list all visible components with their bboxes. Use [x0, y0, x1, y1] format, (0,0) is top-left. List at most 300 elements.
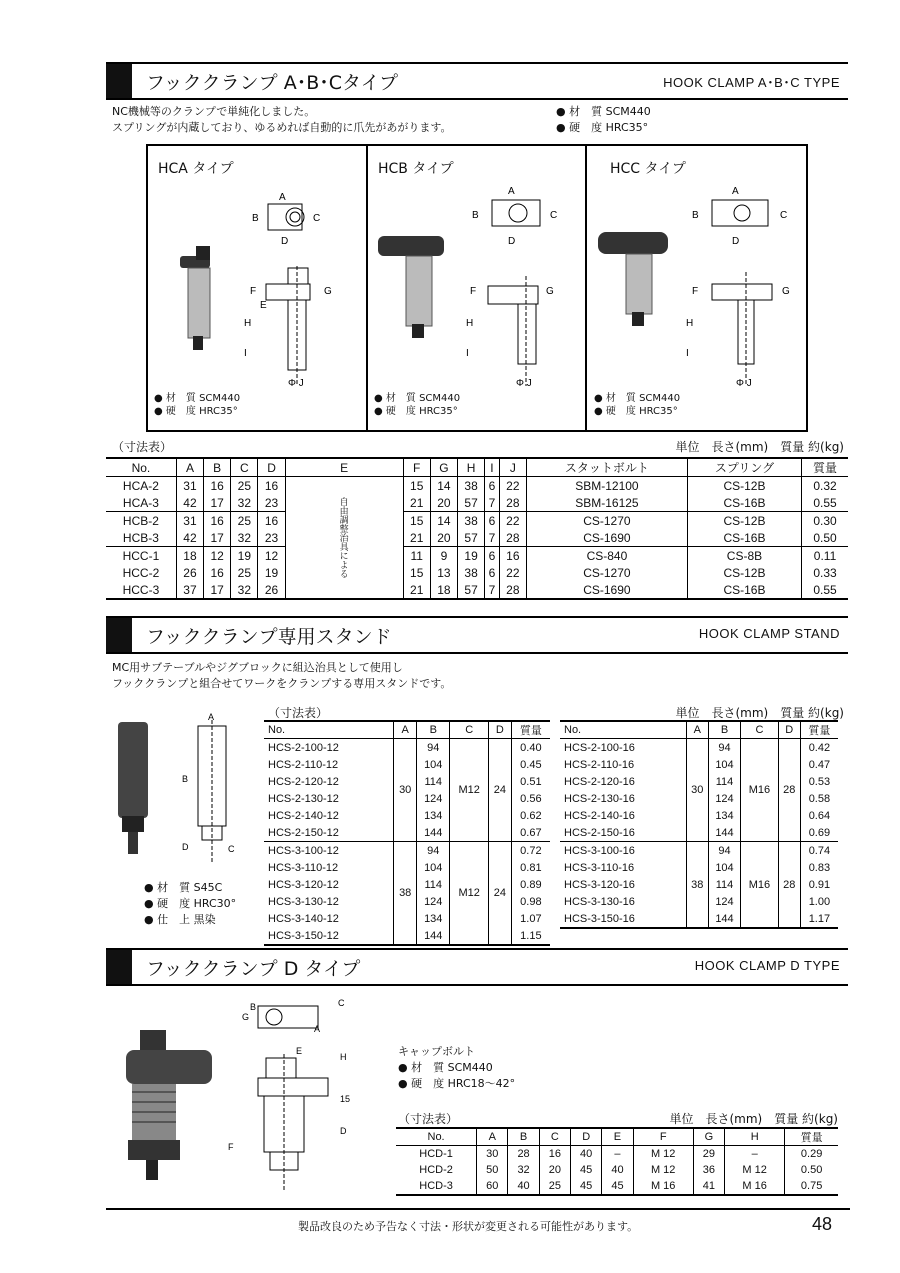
table-cell: 30: [394, 739, 417, 842]
table-cell: 32: [231, 494, 258, 512]
table-cell: CS-12B: [687, 564, 801, 581]
table-cell: 45: [602, 1178, 633, 1195]
svg-text:B: B: [250, 1002, 257, 1012]
column-header: スプリング: [687, 458, 801, 477]
table-cell: M 12: [633, 1146, 693, 1163]
column-header: C: [741, 721, 778, 739]
table-cell: HCS-2-110-16: [564, 758, 635, 771]
table-cell: 40: [602, 1162, 633, 1178]
table-cell: 6: [485, 547, 500, 565]
stand-table-m12: [264, 720, 550, 946]
cap-bolt-label: キャップボルト: [398, 1045, 475, 1058]
table-cell: SBM-12100: [526, 477, 687, 495]
table-cell: 124: [708, 790, 740, 807]
table-cell: SBM-16125: [526, 494, 687, 512]
svg-text:G: G: [242, 1012, 250, 1022]
footer-rule: [106, 1208, 850, 1210]
table-cell: 1.00: [800, 893, 838, 910]
table-cell: 21: [403, 581, 430, 599]
table-cell: 0.67: [511, 824, 550, 842]
table-cell: M 16: [633, 1178, 693, 1195]
table-cell: 0.74: [800, 842, 838, 860]
table-cell: 38: [394, 842, 417, 946]
table-cell: 0.30: [802, 512, 848, 530]
column-header: D: [488, 721, 511, 739]
table-cell: 42: [176, 494, 203, 512]
table-cell: 21: [403, 529, 430, 547]
table3-caption: （寸法表）: [398, 1112, 459, 1126]
table-cell: HCS-3-120-16: [564, 878, 635, 891]
svg-text:C: C: [228, 844, 235, 854]
table-cell: 114: [417, 876, 450, 893]
table-cell: CS-1270: [526, 512, 687, 530]
table-cell: 18: [430, 581, 457, 599]
e-column-note: 自由調整治具による: [285, 477, 403, 600]
column-header: 質量: [802, 458, 848, 477]
material-spec: ● 材 質 SCM440: [398, 1061, 493, 1074]
svg-text:C: C: [338, 998, 345, 1008]
hcb-drawing: [368, 176, 584, 396]
table-row: [106, 494, 848, 512]
table-cell: 28: [778, 739, 800, 842]
panel-label-hcc: HCC タイプ: [610, 161, 686, 177]
table-cell: 0.56: [511, 790, 550, 807]
svg-text:A: A: [279, 192, 286, 203]
svg-text:C: C: [313, 213, 321, 224]
svg-text:D: D: [732, 236, 740, 247]
table-cell: 28: [499, 494, 526, 512]
table-cell: 0.33: [802, 564, 848, 581]
table-cell: HCS-3-130-16: [564, 895, 635, 908]
table-cell: 45: [571, 1178, 602, 1195]
table-row: [264, 842, 550, 860]
column-header: B: [204, 458, 231, 477]
section1-spec: [556, 104, 651, 136]
table-cell: 134: [708, 807, 740, 824]
column-header: E: [285, 458, 403, 477]
table-row: [106, 529, 848, 547]
table-cell: 57: [458, 581, 485, 599]
section-title-en: HOOK CLAMP A･B･C TYPE: [663, 75, 840, 90]
svg-text:F: F: [228, 1142, 234, 1152]
table-cell: 20: [430, 529, 457, 547]
hcc-drawing: [588, 176, 804, 396]
column-header: G: [430, 458, 457, 477]
table-cell: 36: [693, 1162, 724, 1178]
table-cell: 22: [499, 477, 526, 495]
column-header: No.: [106, 458, 176, 477]
hcd-drawing: [118, 994, 378, 1200]
section-title-en: HOOK CLAMP D TYPE: [694, 958, 840, 973]
table-cell: 1.07: [511, 910, 550, 927]
stand-table-m16: [560, 720, 838, 929]
panel-label-hcb: HCB タイプ: [378, 161, 454, 177]
table2-caption: （寸法表）: [268, 706, 329, 720]
column-header: F: [633, 1128, 693, 1146]
column-header: G: [693, 1128, 724, 1146]
table2-unit: 単位 長さ(mm) 質量 約(kg): [675, 706, 844, 720]
material-spec: ● 材 質 SCM440: [556, 105, 651, 118]
desc-line-1: NC機械等のクランプで単純化しました。: [112, 105, 316, 118]
section-title-jp: フッククランプ専用スタンド: [146, 626, 392, 648]
table-cell: HCS-2-100-12: [268, 741, 339, 754]
table-cell: M 12: [725, 1162, 785, 1178]
table-cell: M 16: [725, 1178, 785, 1195]
table-cell: 0.47: [800, 756, 838, 773]
svg-text:D: D: [281, 236, 289, 247]
section2-spec: [144, 880, 236, 928]
header-marker: [106, 64, 132, 98]
column-header: J: [499, 458, 526, 477]
table-cell: 0.50: [802, 529, 848, 547]
table-cell: 11: [403, 547, 430, 565]
table-cell: CS-12B: [687, 512, 801, 530]
table-cell: HCS-2-130-12: [268, 792, 339, 805]
table-cell: HCD-3: [419, 1180, 453, 1192]
table-cell: CS-8B: [687, 547, 801, 565]
table-row: [560, 739, 838, 757]
table-cell: HCA-3: [122, 495, 159, 510]
table-cell: 38: [458, 564, 485, 581]
table-cell: 38: [458, 477, 485, 495]
table-cell: HCS-2-150-16: [564, 826, 635, 839]
table-cell: 24: [488, 842, 511, 946]
table-cell: 16: [204, 477, 231, 495]
table-cell: 25: [231, 564, 258, 581]
table-row: [106, 564, 848, 581]
table-cell: M16: [741, 842, 778, 929]
column-header: C: [539, 1128, 570, 1146]
table-cell: 15: [403, 564, 430, 581]
section-header-abc: [106, 62, 848, 100]
column-header: H: [725, 1128, 785, 1146]
hca-spec: [154, 392, 240, 418]
section-title-jp: フッククランプ D タイプ: [146, 958, 361, 980]
table-cell: 28: [508, 1146, 539, 1163]
table-cell: 0.75: [785, 1178, 838, 1195]
hca-material: ● 材 質 SCM440: [154, 393, 241, 404]
column-header: B: [508, 1128, 539, 1146]
table-cell: HCB-3: [122, 530, 159, 545]
table-cell: 0.11: [802, 547, 848, 565]
table-cell: CS-12B: [687, 477, 801, 495]
section-title-en: HOOK CLAMP STAND: [698, 626, 840, 641]
table-cell: 124: [417, 790, 450, 807]
column-header: H: [458, 458, 485, 477]
table-cell: HCA-2: [122, 478, 159, 493]
table-cell: 38: [686, 842, 708, 929]
section-title-jp: フッククランプ A･B･Cタイプ: [146, 72, 399, 94]
table-cell: HCD-1: [419, 1148, 453, 1160]
svg-text:F: F: [692, 286, 699, 297]
table-cell: HCS-3-120-12: [268, 878, 339, 891]
table-cell: 144: [708, 824, 740, 842]
svg-text:C: C: [550, 210, 558, 221]
table-cell: 94: [708, 739, 740, 757]
table-cell: 25: [231, 477, 258, 495]
table-cell: 134: [417, 807, 450, 824]
table-cell: 23: [258, 529, 285, 547]
table-cell: HCS-2-100-16: [564, 741, 635, 754]
table-cell: HCC-2: [122, 565, 160, 580]
svg-text:Φ J: Φ J: [516, 378, 532, 389]
table-cell: 9: [430, 547, 457, 565]
table-cell: 0.42: [800, 739, 838, 757]
table-cell: 17: [204, 529, 231, 547]
table-cell: 144: [708, 910, 740, 928]
table-cell: 25: [231, 512, 258, 530]
table-cell: HCS-2-120-16: [564, 775, 635, 788]
table-cell: CS-16B: [687, 581, 801, 599]
hcb-material: ● 材 質 SCM440: [374, 393, 461, 404]
svg-text:F: F: [250, 286, 257, 297]
table-cell: 17: [204, 581, 231, 599]
column-header: 質量: [511, 721, 550, 739]
table-cell: 0.51: [511, 773, 550, 790]
svg-text:E: E: [296, 1046, 303, 1056]
table-cell: HCS-3-140-12: [268, 912, 339, 925]
table-cell: 0.58: [800, 790, 838, 807]
table-cell: 114: [708, 773, 740, 790]
table-cell: 57: [458, 529, 485, 547]
table-cell: 40: [571, 1146, 602, 1163]
svg-text:H: H: [466, 318, 474, 329]
section2-description: [112, 660, 451, 692]
table-cell: 16: [539, 1146, 570, 1163]
table-cell: CS-840: [526, 547, 687, 565]
table-cell: 18: [176, 547, 203, 565]
column-header: No.: [264, 721, 394, 739]
table-cell: M 12: [633, 1162, 693, 1178]
table-cell: 20: [430, 494, 457, 512]
table3-unit: 単位 長さ(mm) 質量 約(kg): [669, 1112, 838, 1126]
column-header: 質量: [785, 1128, 838, 1146]
table-cell: 0.89: [511, 876, 550, 893]
table-cell: 24: [488, 739, 511, 842]
table-cell: 0.83: [800, 859, 838, 876]
table-cell: 7: [485, 529, 500, 547]
page-number: 48: [812, 1214, 833, 1234]
table-cell: 0.50: [785, 1162, 838, 1178]
column-header: A: [686, 721, 708, 739]
column-header: No.: [396, 1128, 477, 1146]
table-cell: 16: [258, 512, 285, 530]
table-cell: 28: [499, 581, 526, 599]
table-cell: –: [602, 1146, 633, 1163]
table-cell: 23: [258, 494, 285, 512]
column-header: 質量: [800, 721, 838, 739]
table-cell: 6: [485, 512, 500, 530]
table-cell: 144: [417, 927, 450, 945]
svg-text:D: D: [508, 236, 516, 247]
table-cell: 104: [417, 756, 450, 773]
table-cell: 26: [176, 564, 203, 581]
table-cell: 22: [499, 564, 526, 581]
hcc-hardness: ● 硬 度 HRC35°: [594, 406, 678, 417]
table-cell: 0.98: [511, 893, 550, 910]
table-cell: 0.29: [785, 1146, 838, 1163]
column-header: I: [485, 458, 500, 477]
svg-text:B: B: [472, 210, 479, 221]
table-cell: 31: [176, 477, 203, 495]
hardness-spec: ● 硬 度 HRC18～42°: [398, 1077, 516, 1090]
table-cell: HCS-3-150-16: [564, 912, 635, 925]
svg-text:B: B: [182, 774, 189, 784]
column-header: C: [450, 721, 489, 739]
table-cell: 0.72: [511, 842, 550, 860]
svg-text:H: H: [340, 1052, 347, 1062]
table-cell: HCS-3-130-12: [268, 895, 339, 908]
table-row: [560, 842, 838, 860]
finish-spec: ● 仕 上 黒染: [144, 913, 216, 926]
table-row: [396, 1162, 838, 1178]
table-cell: HCC-3: [122, 582, 160, 597]
hardness-spec: ● 硬 度 HRC30°: [144, 897, 237, 910]
table-cell: 0.45: [511, 756, 550, 773]
svg-text:I: I: [244, 348, 247, 359]
column-header: A: [176, 458, 203, 477]
table-cell: 31: [176, 512, 203, 530]
table-cell: 124: [417, 893, 450, 910]
table-cell: 17: [204, 494, 231, 512]
svg-text:G: G: [546, 286, 554, 297]
table-cell: 0.55: [802, 581, 848, 599]
table-cell: 30: [686, 739, 708, 842]
table-row: [106, 477, 848, 495]
table-cell: 41: [693, 1178, 724, 1195]
column-header: D: [778, 721, 800, 739]
table-cell: CS-1270: [526, 564, 687, 581]
column-header: E: [602, 1128, 633, 1146]
table-cell: CS-1690: [526, 529, 687, 547]
table-cell: –: [725, 1146, 785, 1163]
table-cell: HCS-2-120-12: [268, 775, 339, 788]
section3-spec: [398, 1044, 515, 1092]
table-cell: 94: [417, 842, 450, 860]
table-cell: 28: [778, 842, 800, 929]
hcd-dimension-table: [396, 1127, 838, 1196]
table-cell: HCS-2-140-12: [268, 809, 339, 822]
column-header: スタットボルト: [526, 458, 687, 477]
table-cell: 0.53: [800, 773, 838, 790]
table-row: [396, 1146, 838, 1163]
table-cell: 22: [499, 512, 526, 530]
table-cell: 94: [708, 842, 740, 860]
table-cell: 0.40: [511, 739, 550, 757]
panel-divider: [585, 146, 587, 430]
table-cell: 0.55: [802, 494, 848, 512]
table-cell: 0.91: [800, 876, 838, 893]
table-cell: 32: [231, 581, 258, 599]
svg-text:G: G: [324, 286, 332, 297]
hcb-hardness: ● 硬 度 HRC35°: [374, 406, 458, 417]
table-cell: CS-16B: [687, 494, 801, 512]
hcb-spec: [374, 392, 460, 418]
svg-text:Φ J: Φ J: [288, 378, 304, 389]
svg-text:A: A: [208, 712, 215, 722]
table-cell: 16: [499, 547, 526, 565]
hcc-material: ● 材 質 SCM440: [594, 393, 681, 404]
table-cell: 0.81: [511, 859, 550, 876]
column-header: A: [477, 1128, 508, 1146]
table-cell: HCB-2: [106, 512, 176, 530]
svg-text:B: B: [692, 210, 699, 221]
table-cell: 60: [477, 1178, 508, 1195]
type-panels: [146, 144, 808, 432]
table-cell: 25: [539, 1178, 570, 1195]
column-header: No.: [560, 721, 686, 739]
table-cell: 16: [204, 564, 231, 581]
table-cell: 7: [485, 581, 500, 599]
svg-text:I: I: [686, 348, 689, 359]
table-cell: 19: [258, 564, 285, 581]
table-cell: 6: [485, 477, 500, 495]
table-cell: HCS-3-150-12: [268, 929, 339, 942]
table-cell: 7: [485, 494, 500, 512]
svg-text:H: H: [686, 318, 694, 329]
stand-drawing: [108, 712, 268, 872]
table-cell: 19: [458, 547, 485, 565]
table-cell: 26: [258, 581, 285, 599]
table-cell: 16: [204, 512, 231, 530]
svg-text:B: B: [252, 213, 259, 224]
desc-line-2: スプリングが内蔵しており、ゆるめれば自動的に爪先があがります。: [112, 121, 452, 134]
table-cell: 30: [477, 1146, 508, 1163]
table-cell: HCS-2-130-16: [564, 792, 635, 805]
table-cell: 0.69: [800, 824, 838, 842]
table-row: [106, 512, 848, 530]
table-cell: 104: [708, 756, 740, 773]
desc-line-2: フッククランプと組合せてワークをクランプする専用スタンドです。: [112, 677, 452, 690]
table-cell: 12: [258, 547, 285, 565]
svg-text:Φ J: Φ J: [736, 378, 752, 389]
table-cell: 29: [693, 1146, 724, 1163]
table-cell: HCC-1: [106, 547, 176, 565]
table-cell: HCS-3-100-16: [560, 842, 686, 860]
column-header: F: [403, 458, 430, 477]
svg-text:A: A: [314, 1024, 321, 1034]
table-cell: HCS-3-110-16: [564, 861, 635, 874]
table-cell: M12: [450, 739, 489, 842]
table-cell: 21: [403, 494, 430, 512]
table-cell: HCS-3-100-12: [264, 842, 394, 860]
table-cell: 0.64: [800, 807, 838, 824]
hca-drawing: [148, 176, 364, 396]
table-cell: 16: [258, 477, 285, 495]
hca-hardness: ● 硬 度 HRC35°: [154, 406, 238, 417]
desc-line-1: MC用サブテーブルやジグブロックに組込治具として使用し: [112, 661, 403, 674]
svg-text:H: H: [244, 318, 252, 329]
table-cell: HCS-3-110-12: [268, 861, 339, 874]
footer-note: 製品改良のため予告なく寸法・形状が変更される可能性があります。: [298, 1220, 639, 1233]
table-cell: 40: [508, 1178, 539, 1195]
table-cell: 0.62: [511, 807, 550, 824]
header-marker: [106, 950, 132, 984]
table-cell: 28: [499, 529, 526, 547]
table-cell: HCS-2-150-12: [268, 826, 339, 839]
svg-text:C: C: [780, 210, 788, 221]
table-cell: M16: [741, 739, 778, 842]
table-cell: 144: [417, 824, 450, 842]
svg-text:15: 15: [340, 1094, 351, 1104]
table-cell: 104: [708, 859, 740, 876]
section-header-d: [106, 948, 848, 986]
table-row: [106, 547, 848, 565]
table-cell: 50: [477, 1162, 508, 1178]
svg-text:G: G: [782, 286, 790, 297]
svg-text:D: D: [182, 842, 189, 852]
table-cell: 14: [430, 512, 457, 530]
